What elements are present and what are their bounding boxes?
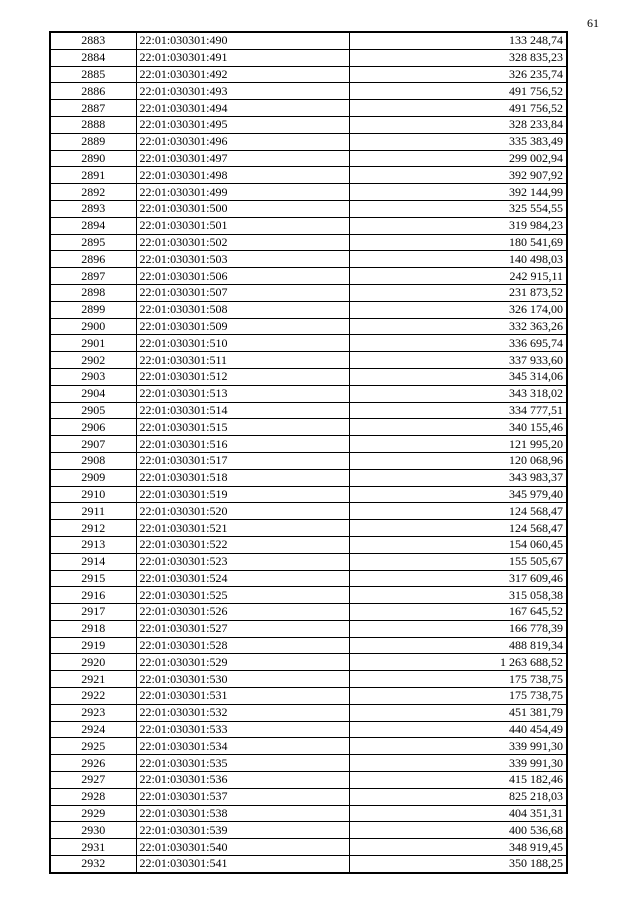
row-number-cell: 2891: [50, 167, 136, 184]
table-row: [50, 352, 567, 369]
cadastral-number-cell: 22:01:030301:518: [136, 469, 349, 486]
cadastral-value-cell: 299 002,94: [349, 150, 567, 167]
table-row: [50, 419, 567, 436]
row-number-cell: 2896: [50, 251, 136, 268]
table-row: [50, 402, 567, 419]
table-row: [50, 788, 567, 805]
cadastral-value-cell: 348 919,45: [349, 839, 567, 856]
table-row: [50, 654, 567, 671]
cadastral-number-cell: 22:01:030301:529: [136, 654, 349, 671]
table-row: [50, 570, 567, 587]
cadastral-value-cell: 343 983,37: [349, 469, 567, 486]
row-number-cell: 2923: [50, 704, 136, 721]
table-row: [50, 772, 567, 789]
cadastral-value-cell: 326 174,00: [349, 301, 567, 318]
cadastral-number-cell: 22:01:030301:511: [136, 352, 349, 369]
cadastral-number-cell: 22:01:030301:527: [136, 620, 349, 637]
cadastral-value-cell: 392 144,99: [349, 184, 567, 201]
row-number-cell: 2902: [50, 352, 136, 369]
row-number-cell: 2918: [50, 620, 136, 637]
table-row: [50, 116, 567, 133]
row-number-cell: 2906: [50, 419, 136, 436]
page-number: 61: [587, 16, 599, 30]
row-number-cell: 2890: [50, 150, 136, 167]
table-row: [50, 839, 567, 856]
cadastral-value-cell: 180 541,69: [349, 234, 567, 251]
table-row: [50, 553, 567, 570]
row-number-cell: 2895: [50, 234, 136, 251]
cadastral-value-cell: 175 738,75: [349, 688, 567, 705]
row-number-cell: 2927: [50, 772, 136, 789]
table-row: [50, 167, 567, 184]
cadastral-number-cell: 22:01:030301:532: [136, 704, 349, 721]
cadastral-number-cell: 22:01:030301:512: [136, 368, 349, 385]
cadastral-value-cell: 231 873,52: [349, 284, 567, 301]
cadastral-number-cell: 22:01:030301:536: [136, 772, 349, 789]
table-row: [50, 217, 567, 234]
cadastral-number-cell: 22:01:030301:510: [136, 335, 349, 352]
cadastral-value-cell: 345 979,40: [349, 486, 567, 503]
cadastral-number-cell: 22:01:030301:490: [136, 32, 349, 49]
cadastral-value-cell: 124 568,47: [349, 520, 567, 537]
cadastral-value-cell: 334 777,51: [349, 402, 567, 419]
cadastral-number-cell: 22:01:030301:537: [136, 788, 349, 805]
cadastral-number-cell: 22:01:030301:522: [136, 536, 349, 553]
row-number-cell: 2915: [50, 570, 136, 587]
cadastral-value-cell: 336 695,74: [349, 335, 567, 352]
table-row: [50, 318, 567, 335]
cadastral-value-cell: 325 554,55: [349, 200, 567, 217]
table-row: [50, 385, 567, 402]
cadastral-number-cell: 22:01:030301:516: [136, 436, 349, 453]
row-number-cell: 2914: [50, 553, 136, 570]
row-number-cell: 2903: [50, 368, 136, 385]
table-row: [50, 671, 567, 688]
row-number-cell: 2929: [50, 805, 136, 822]
cadastral-value-cell: 167 645,52: [349, 604, 567, 621]
row-number-cell: 2888: [50, 116, 136, 133]
row-number-cell: 2894: [50, 217, 136, 234]
cadastral-number-cell: 22:01:030301:497: [136, 150, 349, 167]
table-row: [50, 100, 567, 117]
table-row: [50, 822, 567, 839]
cadastral-value-cell: 332 363,26: [349, 318, 567, 335]
cadastral-value-cell: 121 995,20: [349, 436, 567, 453]
table-row: [50, 604, 567, 621]
cadastral-number-cell: 22:01:030301:499: [136, 184, 349, 201]
cadastral-value-cell: 124 568,47: [349, 503, 567, 520]
table-row: [50, 469, 567, 486]
row-number-cell: 2893: [50, 200, 136, 217]
cadastral-number-cell: 22:01:030301:492: [136, 66, 349, 83]
table-row: [50, 688, 567, 705]
table-row: [50, 234, 567, 251]
table-row: [50, 200, 567, 217]
table-row: [50, 133, 567, 150]
table-row: [50, 755, 567, 772]
cadastral-number-cell: 22:01:030301:491: [136, 49, 349, 66]
row-number-cell: 2899: [50, 301, 136, 318]
cadastral-value-cell: 175 738,75: [349, 671, 567, 688]
cadastral-value-cell: 404 351,31: [349, 805, 567, 822]
cadastral-number-cell: 22:01:030301:526: [136, 604, 349, 621]
table-row: [50, 184, 567, 201]
cadastral-value-cell: 328 233,84: [349, 116, 567, 133]
table-row: [50, 503, 567, 520]
cadastral-number-cell: 22:01:030301:541: [136, 856, 349, 873]
cadastral-number-cell: 22:01:030301:534: [136, 738, 349, 755]
cadastral-value-cell: 326 235,74: [349, 66, 567, 83]
cadastral-number-cell: 22:01:030301:495: [136, 116, 349, 133]
row-number-cell: 2901: [50, 335, 136, 352]
cadastral-value-cell: 319 984,23: [349, 217, 567, 234]
table-row: [50, 536, 567, 553]
table-row: [50, 66, 567, 83]
cadastral-value-cell: 166 778,39: [349, 620, 567, 637]
cadastral-value-cell: 339 991,30: [349, 738, 567, 755]
cadastral-number-cell: 22:01:030301:506: [136, 268, 349, 285]
cadastral-number-cell: 22:01:030301:521: [136, 520, 349, 537]
cadastral-value-cell: 350 188,25: [349, 856, 567, 873]
cadastral-number-cell: 22:01:030301:524: [136, 570, 349, 587]
cadastral-number-cell: 22:01:030301:496: [136, 133, 349, 150]
row-number-cell: 2886: [50, 83, 136, 100]
row-number-cell: 2889: [50, 133, 136, 150]
table-row: [50, 856, 567, 873]
row-number-cell: 2897: [50, 268, 136, 285]
cadastral-number-cell: 22:01:030301:509: [136, 318, 349, 335]
table-row: [50, 436, 567, 453]
cadastral-value-cell: 400 536,68: [349, 822, 567, 839]
cadastral-number-cell: 22:01:030301:519: [136, 486, 349, 503]
cadastral-value-cell: 1 263 688,52: [349, 654, 567, 671]
cadastral-number-cell: 22:01:030301:538: [136, 805, 349, 822]
table-row: [50, 637, 567, 654]
cadastral-number-cell: 22:01:030301:533: [136, 721, 349, 738]
cadastral-value-cell: 451 381,79: [349, 704, 567, 721]
cadastral-value-cell: 317 609,46: [349, 570, 567, 587]
row-number-cell: 2924: [50, 721, 136, 738]
row-number-cell: 2908: [50, 452, 136, 469]
row-number-cell: 2925: [50, 738, 136, 755]
table-row: [50, 620, 567, 637]
cadastral-number-cell: 22:01:030301:539: [136, 822, 349, 839]
row-number-cell: 2909: [50, 469, 136, 486]
table-row: [50, 368, 567, 385]
table-row: [50, 335, 567, 352]
cadastral-value-cell: 343 318,02: [349, 385, 567, 402]
cadastral-value-cell: 328 835,23: [349, 49, 567, 66]
cadastral-value-cell: 345 314,06: [349, 368, 567, 385]
row-number-cell: 2911: [50, 503, 136, 520]
table-row: [50, 268, 567, 285]
row-number-cell: 2920: [50, 654, 136, 671]
cadastral-number-cell: 22:01:030301:493: [136, 83, 349, 100]
cadastral-value-cell: 315 058,38: [349, 587, 567, 604]
cadastral-number-cell: 22:01:030301:531: [136, 688, 349, 705]
cadastral-number-cell: 22:01:030301:500: [136, 200, 349, 217]
cadastral-number-cell: 22:01:030301:513: [136, 385, 349, 402]
table-row: [50, 486, 567, 503]
table-row: [50, 150, 567, 167]
table-row: [50, 452, 567, 469]
cadastral-value-cell: 120 068,96: [349, 452, 567, 469]
cadastral-value-cell: 491 756,52: [349, 83, 567, 100]
cadastral-value-cell: 242 915,11: [349, 268, 567, 285]
table-row: [50, 49, 567, 66]
cadastral-value-cell: 825 218,03: [349, 788, 567, 805]
cadastral-value-cell: 440 454,49: [349, 721, 567, 738]
row-number-cell: 2907: [50, 436, 136, 453]
table-row: [50, 738, 567, 755]
row-number-cell: 2932: [50, 856, 136, 873]
row-number-cell: 2922: [50, 688, 136, 705]
row-number-cell: 2913: [50, 536, 136, 553]
cadastral-number-cell: 22:01:030301:508: [136, 301, 349, 318]
row-number-cell: 2926: [50, 755, 136, 772]
table-body: [50, 32, 567, 873]
row-number-cell: 2917: [50, 604, 136, 621]
cadastral-number-cell: 22:01:030301:535: [136, 755, 349, 772]
row-number-cell: 2916: [50, 587, 136, 604]
table-row: [50, 587, 567, 604]
cadastral-number-cell: 22:01:030301:517: [136, 452, 349, 469]
row-number-cell: 2919: [50, 637, 136, 654]
row-number-cell: 2904: [50, 385, 136, 402]
cadastral-value-cell: 335 383,49: [349, 133, 567, 150]
row-number-cell: 2910: [50, 486, 136, 503]
cadastral-number-cell: 22:01:030301:503: [136, 251, 349, 268]
cadastral-number-cell: 22:01:030301:501: [136, 217, 349, 234]
row-number-cell: 2931: [50, 839, 136, 856]
row-number-cell: 2892: [50, 184, 136, 201]
row-number-cell: 2898: [50, 284, 136, 301]
table-row: [50, 32, 567, 49]
cadastral-value-cell: 491 756,52: [349, 100, 567, 117]
row-number-cell: 2887: [50, 100, 136, 117]
cadastral-number-cell: 22:01:030301:507: [136, 284, 349, 301]
cadastral-value-cell: 155 505,67: [349, 553, 567, 570]
row-number-cell: 2883: [50, 32, 136, 49]
row-number-cell: 2928: [50, 788, 136, 805]
cadastral-value-cell: 339 991,30: [349, 755, 567, 772]
cadastral-value-cell: 133 248,74: [349, 32, 567, 49]
row-number-cell: 2884: [50, 49, 136, 66]
cadastral-value-cell: 154 060,45: [349, 536, 567, 553]
cadastral-value-cell: 415 182,46: [349, 772, 567, 789]
cadastral-number-cell: 22:01:030301:540: [136, 839, 349, 856]
cadastral-number-cell: 22:01:030301:520: [136, 503, 349, 520]
cadastral-number-cell: 22:01:030301:494: [136, 100, 349, 117]
cadastral-value-table: [49, 31, 568, 874]
cadastral-value-cell: 340 155,46: [349, 419, 567, 436]
table-row: [50, 721, 567, 738]
cadastral-value-cell: 337 933,60: [349, 352, 567, 369]
table-row: [50, 251, 567, 268]
table-row: [50, 284, 567, 301]
cadastral-number-cell: 22:01:030301:514: [136, 402, 349, 419]
cadastral-number-cell: 22:01:030301:530: [136, 671, 349, 688]
cadastral-number-cell: 22:01:030301:498: [136, 167, 349, 184]
cadastral-number-cell: 22:01:030301:502: [136, 234, 349, 251]
cadastral-value-cell: 488 819,34: [349, 637, 567, 654]
row-number-cell: 2921: [50, 671, 136, 688]
table-row: [50, 520, 567, 537]
row-number-cell: 2885: [50, 66, 136, 83]
cadastral-number-cell: 22:01:030301:523: [136, 553, 349, 570]
cadastral-number-cell: 22:01:030301:515: [136, 419, 349, 436]
cadastral-value-cell: 140 498,03: [349, 251, 567, 268]
row-number-cell: 2912: [50, 520, 136, 537]
cadastral-number-cell: 22:01:030301:525: [136, 587, 349, 604]
table-row: [50, 805, 567, 822]
row-number-cell: 2930: [50, 822, 136, 839]
row-number-cell: 2905: [50, 402, 136, 419]
table-row: [50, 704, 567, 721]
table-row: [50, 301, 567, 318]
table-row: [50, 83, 567, 100]
cadastral-number-cell: 22:01:030301:528: [136, 637, 349, 654]
cadastral-value-cell: 392 907,92: [349, 167, 567, 184]
row-number-cell: 2900: [50, 318, 136, 335]
